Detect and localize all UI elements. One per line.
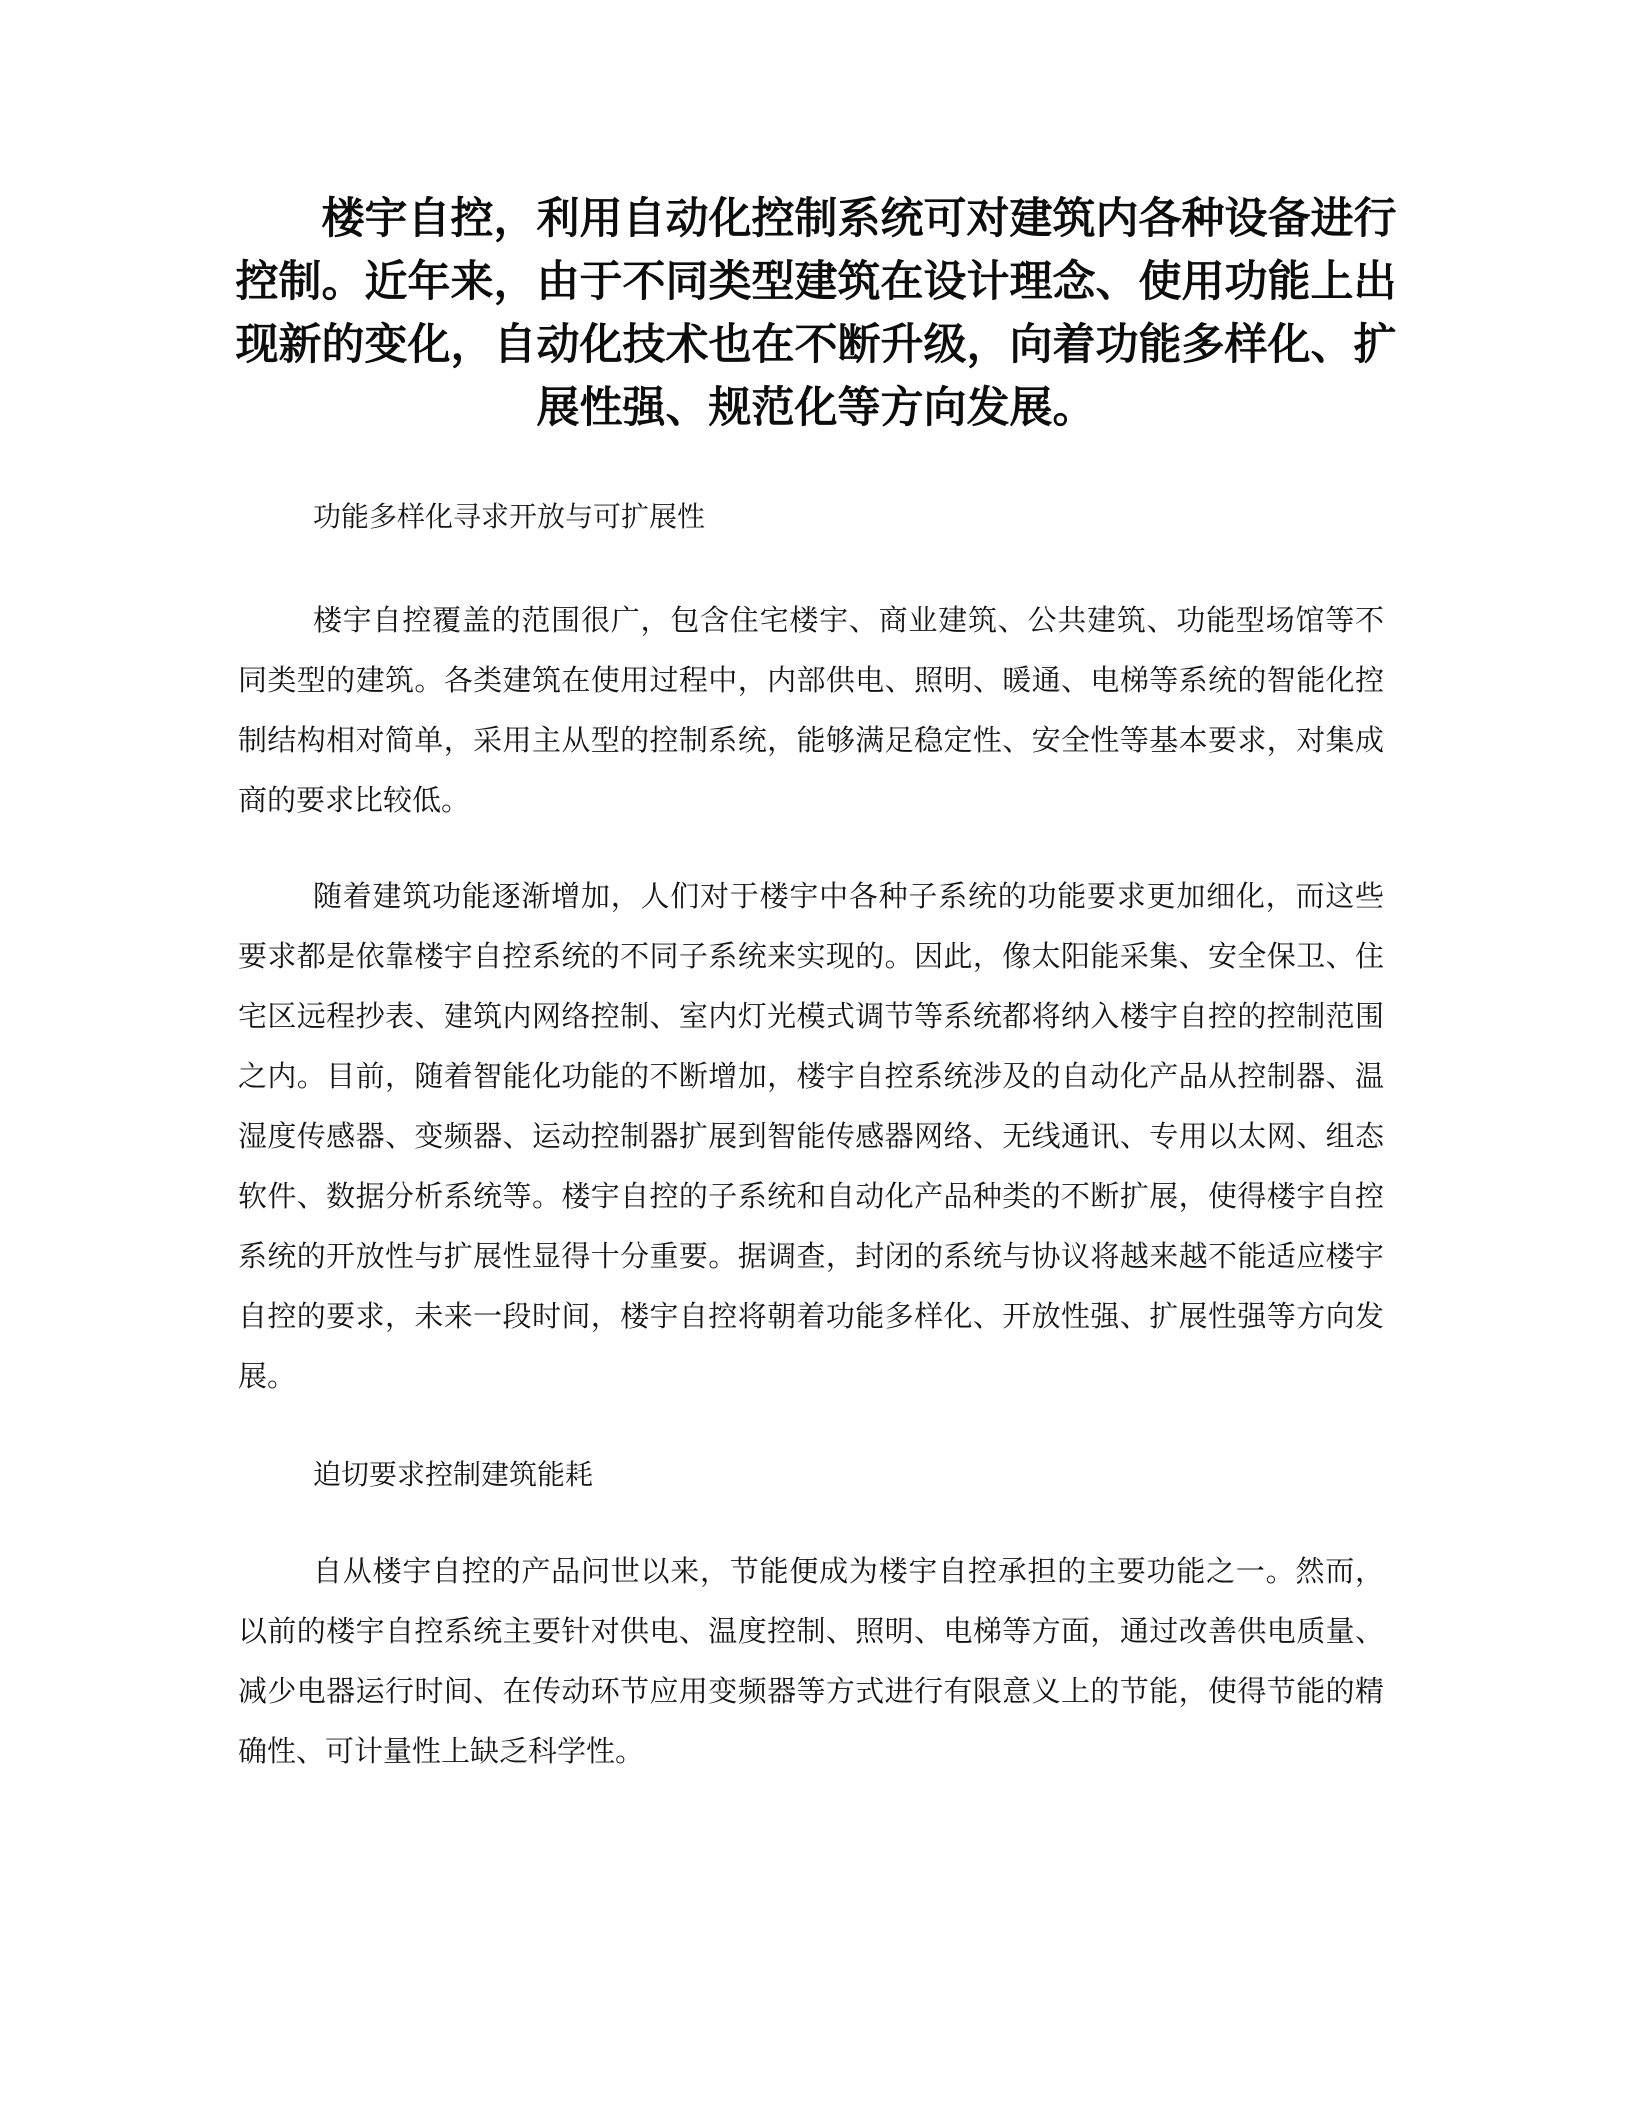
paragraph-energy-saving: 自从楼宇自控的产品问世以来，节能便成为楼宇自控承担的主要功能之一。然而，以前的楼宇自控系统主要针对供电、温度控制、照明、电梯等方面，通过改善供电质量、减少电器运行时间、在传动环节应用变频器等方式进行有限意义上的节能，使得节能的精确性、可计量性上缺乏科学性。 — [238, 1554, 1384, 1768]
paragraph-subsystem-expansion: 随着建筑功能逐渐增加，人们对于楼宇中各种子系统的功能要求更加细化，而这些要求都是依靠楼宇自控系统的不同子系统来实现的。因此，像太阳能采集、安全保卫、住宅区远程抄表、建筑内网络控制、室内灯光模式调节等系统都将纳入楼宇自控的控制范围之内。目前，随着智能化功能的不断增加，楼宇自控系统涉及的自动化产品从控制器、温湿度传感器、变频器、运动控制器扩展到智能传感器网络、无线通讯、专用以太网、组态软件、数据分析系统等。楼宇自控的子系统和自动化产品种类的不断扩展，使得楼宇自控系统的开放性与扩展性显得十分重要。据调查，封闭的系统与协议将越来越不能适应楼宇自控的要求，未来一段时间，楼宇自控将朝着功能多样化、开放性强、扩展性强等方向发展。 — [238, 879, 1384, 1393]
document-title: 楼宇自控，利用自动化控制系统可对建筑内各种设备进行控制。近年来，由于不同类型建筑在设计理念、使用功能上出现新的变化，自动化技术也在不断升级，向着功能多样化、扩展性强、规范化等方向发展。 — [235, 194, 1397, 433]
paragraph-building-types: 楼宇自控覆盖的范围很广，包含住宅楼宇、商业建筑、公共建筑、功能型场馆等不同类型的建筑。各类建筑在使用过程中，内部供电、照明、暖通、电梯等系统的智能化控制结构相对简单，采用主从型的控制系统，能够满足稳定性、安全性等基本要求，对集成商的要求比较低。 — [238, 603, 1384, 817]
section-heading-diversified-functions: 功能多样化寻求开放与可扩展性 — [313, 500, 706, 533]
section-heading-energy-control: 迫切要求控制建筑能耗 — [313, 1458, 594, 1491]
